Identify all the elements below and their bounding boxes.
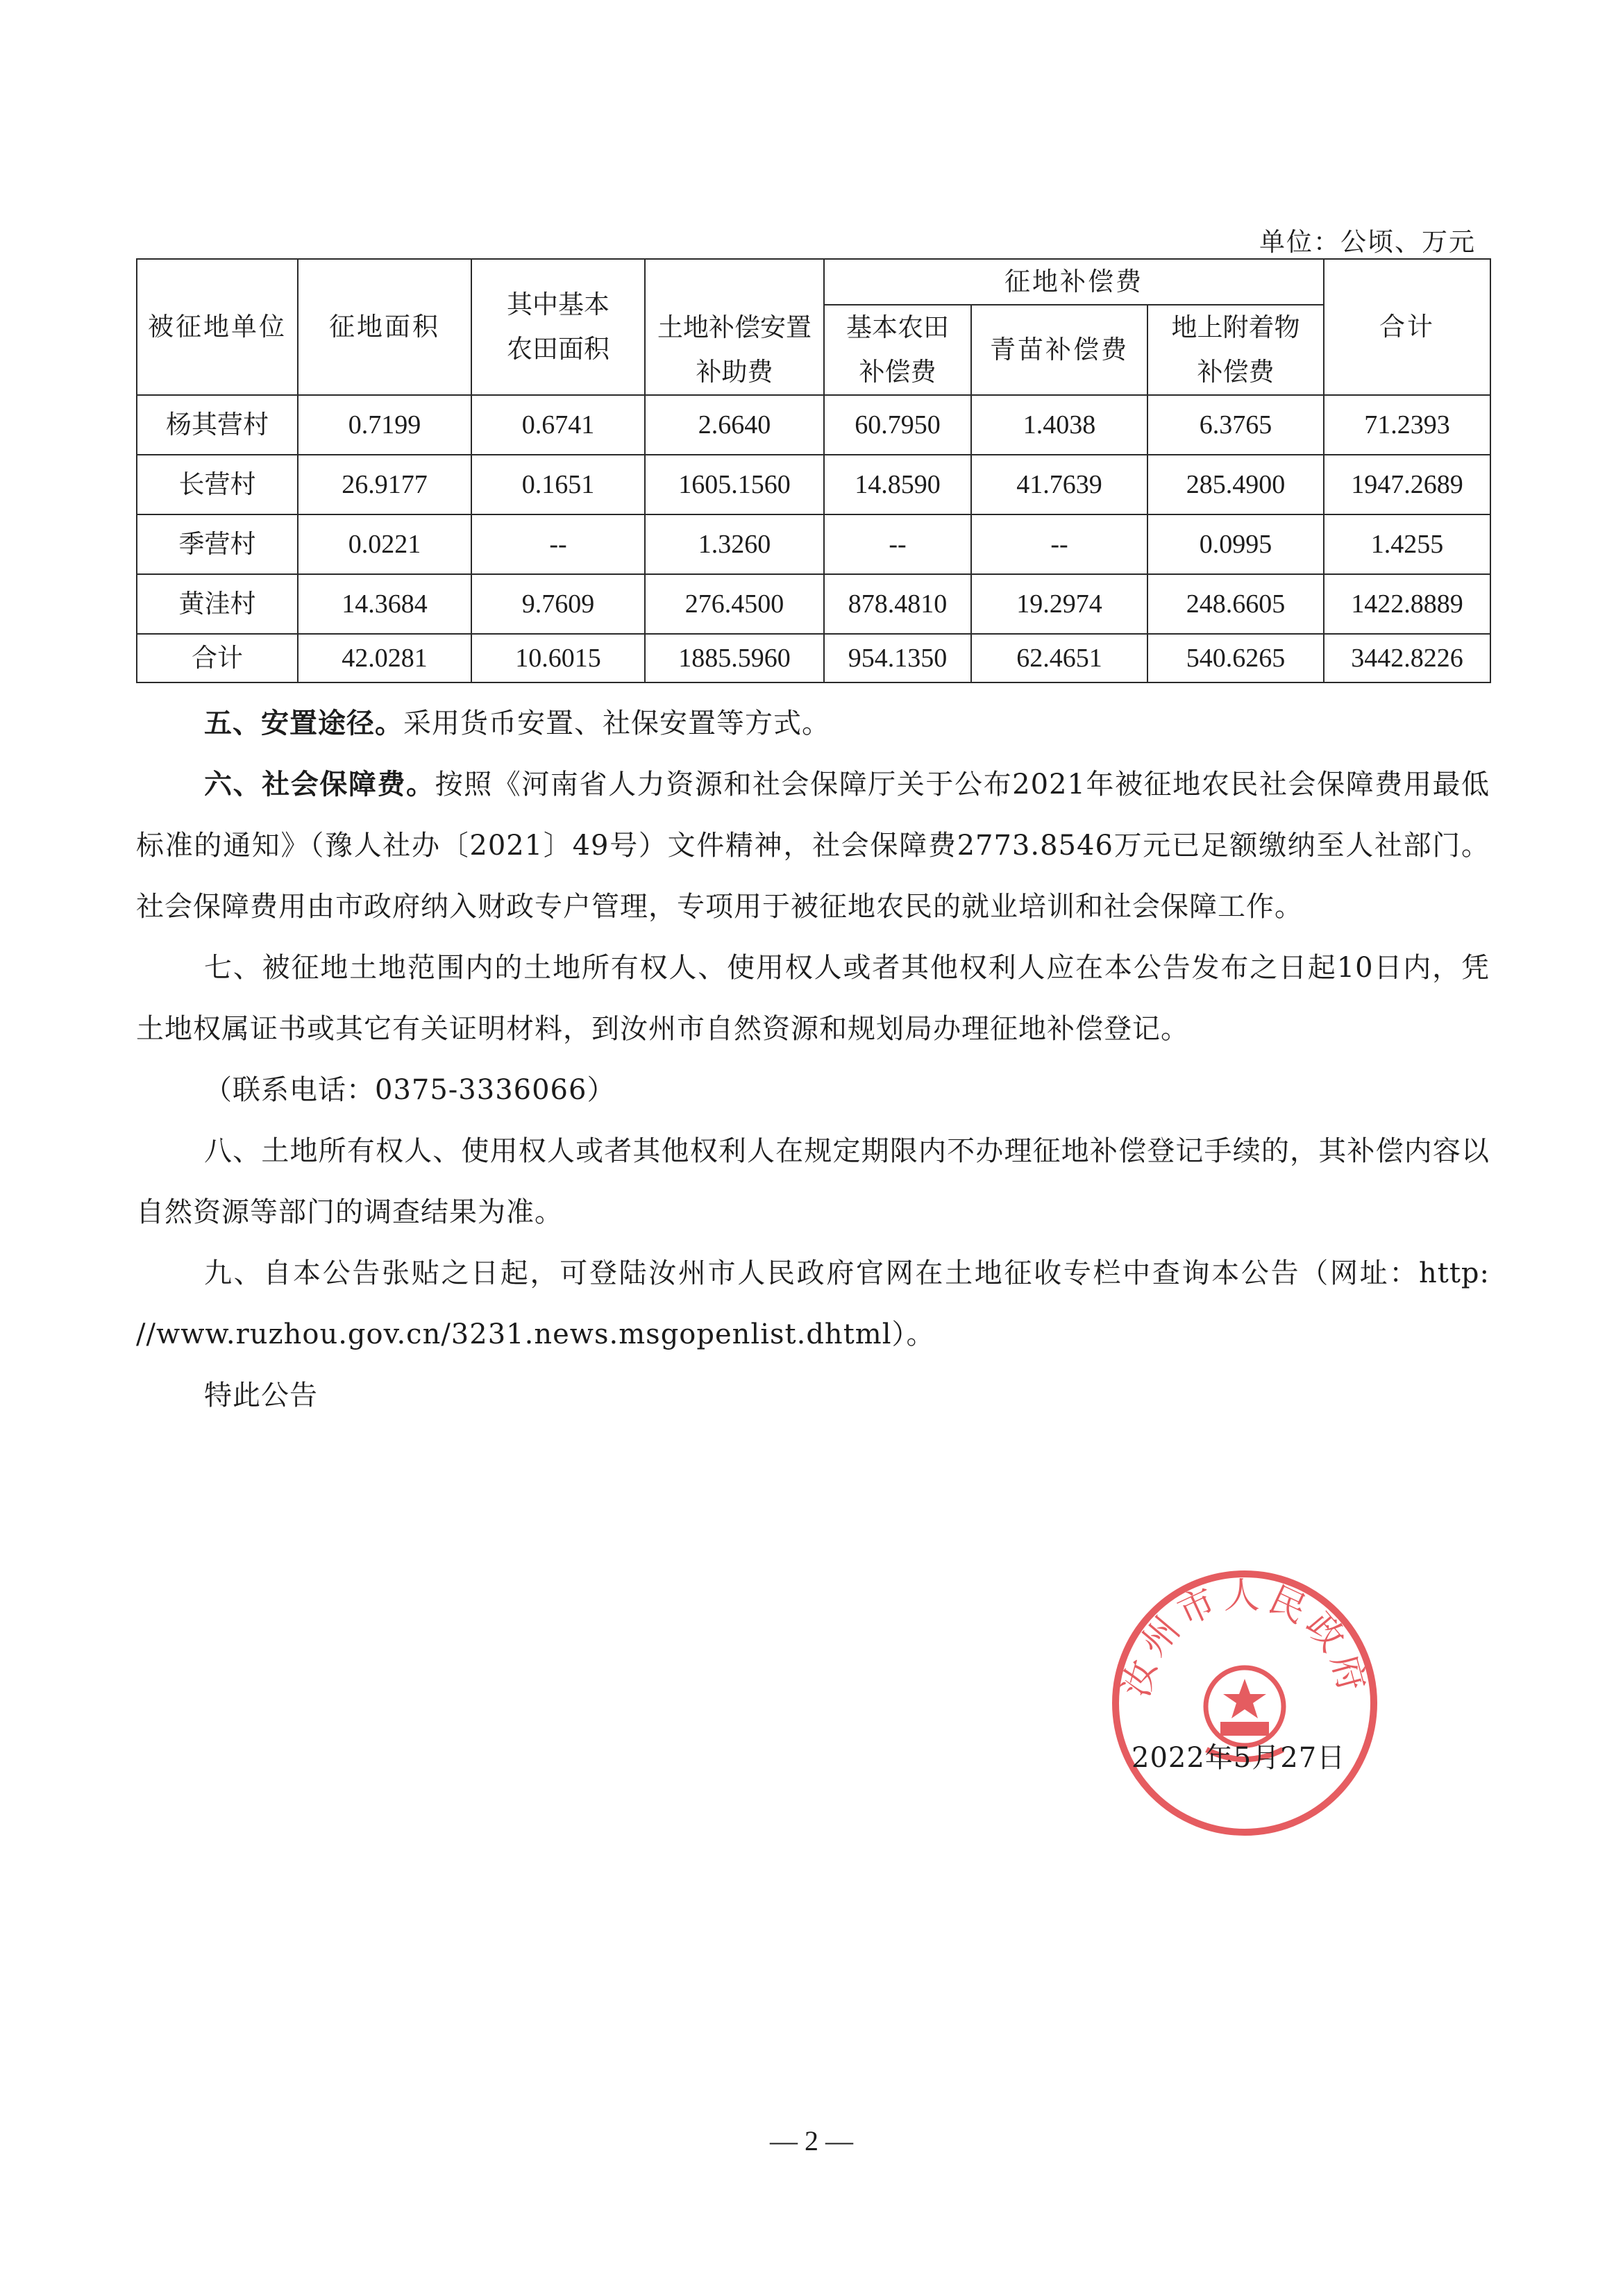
header-attachment-comp-line1: 地上附着物 <box>1171 312 1300 342</box>
header-attachment-compensation <box>1147 305 1324 395</box>
cell-area: 26.9177 <box>298 455 471 514</box>
cell-farm: 878.4810 <box>824 574 971 634</box>
table-row-total <box>137 634 1490 682</box>
cell-land: 1885.5960 <box>645 634 824 682</box>
cell-land: 1.3260 <box>645 514 824 574</box>
paragraph-non-registration: 八、土地所有权人、使用权人或者其他权利人在规定期限内不办理征地补偿登记手续的，其补偿内容以自然资源等部门的调查结果为准。 <box>136 1135 1490 1228</box>
compensation-table <box>136 258 1491 683</box>
header-basic-farmland-line2: 农田面积 <box>507 334 609 364</box>
page-number: — 2 — <box>770 2125 853 2156</box>
cell-farm: -- <box>824 514 971 574</box>
paragraph-social-security <box>136 754 1490 937</box>
paragraph-text: 采用货币安置、社保安置等方式。 <box>403 707 830 739</box>
seal-text: 汝州市人民政府 <box>1115 1575 1374 1702</box>
cell-unit: 季营村 <box>137 514 298 574</box>
cell-crop: 19.2974 <box>971 574 1147 634</box>
cell-total: 1.4255 <box>1324 514 1490 574</box>
header-basic-farm-comp-line2: 补偿费 <box>859 357 936 387</box>
header-spacer <box>645 259 824 305</box>
cell-land: 2.6640 <box>645 395 824 455</box>
cell-farm: 60.7950 <box>824 395 971 455</box>
paragraph-heading: 六、社会保障费。 <box>204 768 435 801</box>
header-basic-farm-comp-line1: 基本农田 <box>846 312 949 342</box>
paragraph-contact-phone: （联系电话：0375-3336066） <box>204 1074 616 1106</box>
cell-total: 3442.8226 <box>1324 634 1490 682</box>
paragraph-heading: 五、安置途径。 <box>204 707 403 739</box>
cell-unit: 黄洼村 <box>137 574 298 634</box>
cell-farm: 14.8590 <box>824 455 971 514</box>
cell-basic: 0.1651 <box>471 455 645 514</box>
paragraph-resettlement <box>136 693 1490 754</box>
cell-unit: 杨其营村 <box>137 395 298 455</box>
table-row <box>137 455 1490 514</box>
notice-body <box>136 693 1490 1426</box>
cell-total: 1422.8889 <box>1324 574 1490 634</box>
cell-unit: 合计 <box>137 634 298 682</box>
table-row <box>137 514 1490 574</box>
header-basic-farmland-line1: 其中基本 <box>507 290 609 319</box>
cell-attach: 285.4900 <box>1147 455 1324 514</box>
cell-area: 0.0221 <box>298 514 471 574</box>
paragraph-closing: 特此公告 <box>204 1380 318 1411</box>
table-row <box>137 574 1490 634</box>
cell-unit: 长营村 <box>137 455 298 514</box>
issue-date: 2022年5月27日 <box>1132 1742 1346 1774</box>
cell-attach: 540.6265 <box>1147 634 1324 682</box>
table-row <box>137 395 1490 455</box>
government-seal <box>1109 1568 1380 1838</box>
cell-attach: 248.6605 <box>1147 574 1324 634</box>
unit-label: 单位：公顷、万元 <box>1259 227 1476 257</box>
cell-land: 276.4500 <box>645 574 824 634</box>
header-land-comp-line1: 土地补偿安置 <box>657 312 812 342</box>
cell-crop: 1.4038 <box>971 395 1147 455</box>
cell-crop: -- <box>971 514 1147 574</box>
cell-basic: 10.6015 <box>471 634 645 682</box>
paragraph-text: 按照《河南省人力资源和社会保障厅关于公布2021年被征地农民社会保障费用最低标准的通知》（豫人社办〔2021〕49号）文件精神，社会保障费2773.8546万元已足额缴纳至人社部门。社会保障费用由市政府纳入财政专户管理，专项用于被征地农民的就业培训和社会保障工作。 <box>136 769 1490 923</box>
header-land-comp-line2: 补助费 <box>696 356 773 387</box>
header-attachment-comp-line2: 补偿费 <box>1197 357 1275 387</box>
header-basic-farmland <box>471 259 645 395</box>
cell-area: 0.7199 <box>298 395 471 455</box>
paragraph-website: 九、自本公告张贴之日起，可登陆汝州市人民政府官网在土地征收专栏中查询本公告（网址：http: //www.ruzhou.gov.cn/3231.news.msgopenlist.dhtml）。 <box>136 1257 1490 1350</box>
cell-total: 71.2393 <box>1324 395 1490 455</box>
paragraph-registration: 七、被征地土地范围内的土地所有权人、使用权人或者其他权利人应在本公告发布之日起10日内，凭土地权属证书或其它有关证明材料，到汝州市自然资源和规划局办理征地补偿登记。 <box>136 952 1490 1045</box>
cell-attach: 0.0995 <box>1147 514 1324 574</box>
cell-area: 14.3684 <box>298 574 471 634</box>
header-basic-farm-compensation <box>824 305 971 395</box>
header-area: 征地面积 <box>298 259 471 395</box>
cell-basic: 0.6741 <box>471 395 645 455</box>
header-crop-compensation: 青苗补偿费 <box>971 305 1147 395</box>
header-compensation-group: 征地补偿费 <box>824 259 1324 305</box>
cell-crop: 62.4651 <box>971 634 1147 682</box>
cell-basic: 9.7609 <box>471 574 645 634</box>
cell-crop: 41.7639 <box>971 455 1147 514</box>
cell-attach: 6.3765 <box>1147 395 1324 455</box>
header-total: 合计 <box>1324 259 1490 395</box>
header-unit: 被征地单位 <box>137 259 298 395</box>
cell-basic: -- <box>471 514 645 574</box>
cell-farm: 954.1350 <box>824 634 971 682</box>
header-land-compensation <box>645 305 824 395</box>
cell-area: 42.0281 <box>298 634 471 682</box>
cell-total: 1947.2689 <box>1324 455 1490 514</box>
cell-land: 1605.1560 <box>645 455 824 514</box>
